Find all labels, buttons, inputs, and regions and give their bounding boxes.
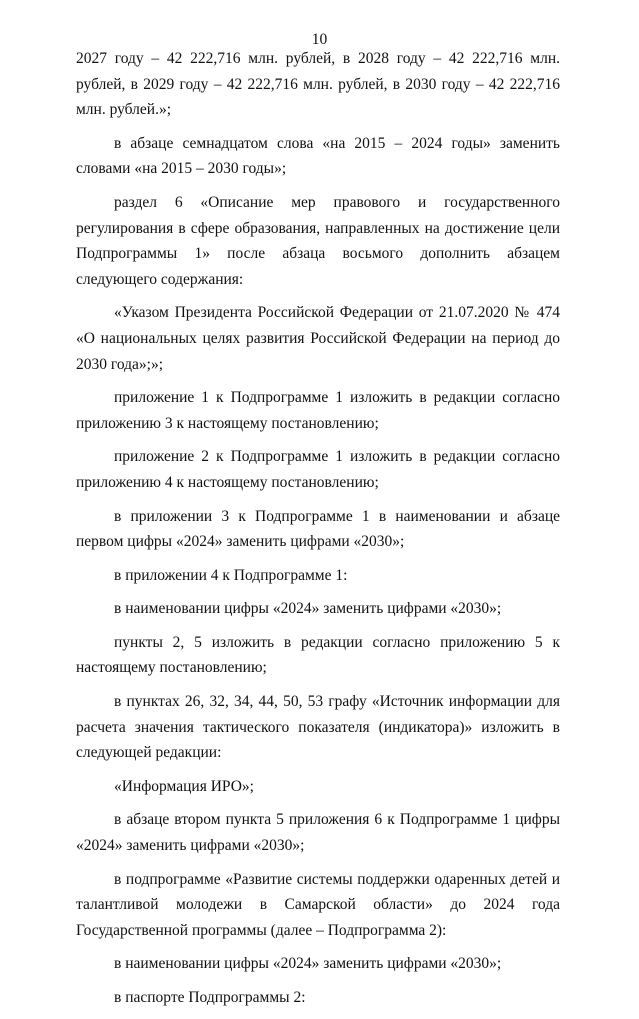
paragraph-points-source-column: в пунктах 26, 32, 34, 44, 50, 53 графу «Источник информации для расчета значения тактического показателя (индикатора)» изложить в следующей редакции:: [76, 693, 560, 762]
paragraph-annex-4: в приложении 4 к Подпрограмме 1:: [114, 566, 348, 584]
paragraph-iro-info: «Информация ИРО»;: [114, 777, 254, 795]
page-number: 10: [311, 31, 328, 48]
paragraph-annex-4-title: в наименовании цифры «2024» заменить цифрами «2030»;: [114, 600, 502, 618]
paragraph-annex-1: приложение 1 к Подпрограмме 1 изложить в редакции согласно приложению 3 к настоящему постановлению;: [76, 389, 560, 432]
paragraph-17th-abzac: в абзаце семнадцатом слова «на 2015 – 2024 годы» заменить словами «на 2015 – 2030 годы»;: [76, 134, 560, 178]
document-body: [76, 46, 560, 1019]
paragraph-points-2-5: пункты 2, 5 изложить в редакции согласно приложению 5 к настоящему постановлению;: [76, 633, 560, 677]
paragraph-presidential-decree: «Указом Президента Российской Федерации от 21.07.2020 № 474 «О национальных целях развития Российской Федерации на период до 2030 года»;»;: [76, 304, 560, 373]
paragraph-subprogram-2-title: в наименовании цифры «2024» заменить цифрами «2030»;: [114, 955, 502, 973]
paragraph-annex-3: в приложении 3 к Подпрограмме 1 в наименовании и абзаце первом цифры «2024» заменить цифрами «2030»;: [76, 507, 560, 551]
paragraph-section-6: раздел 6 «Описание мер правового и государственного регулирования в сфере образования, направленных на достижение цели Подпрограммы 1» после абзаца восьмого дополнить абзацем следующего содержания:: [76, 193, 560, 288]
paragraph-annex-2: приложение 2 к Подпрограмме 1 изложить в редакции согласно приложению 4 к настоящему постановлению;: [76, 448, 560, 491]
paragraph-subprogram-2: в подпрограмме «Развитие системы поддержки одаренных детей и талантливой молодежи в Самарской области» до 2024 года Государственной программы (далее – Подпрограмма 2):: [76, 870, 560, 939]
paragraph-funding-continuation: 2027 году – 42 222,716 млн. рублей, в 2028 году – 42 222,716 млн. рублей, в 2029 году – 42 222,716 млн. рублей, в 2030 году – 42 222,716 млн. рублей.»;: [76, 50, 560, 119]
paragraph-subprogram-2-passport: в паспорте Подпрограммы 2:: [114, 989, 306, 1006]
paragraph-annex-6: в абзаце втором пункта 5 приложения 6 к Подпрограмме 1 цифры «2024» заменить цифрами «2030»;: [76, 811, 560, 855]
